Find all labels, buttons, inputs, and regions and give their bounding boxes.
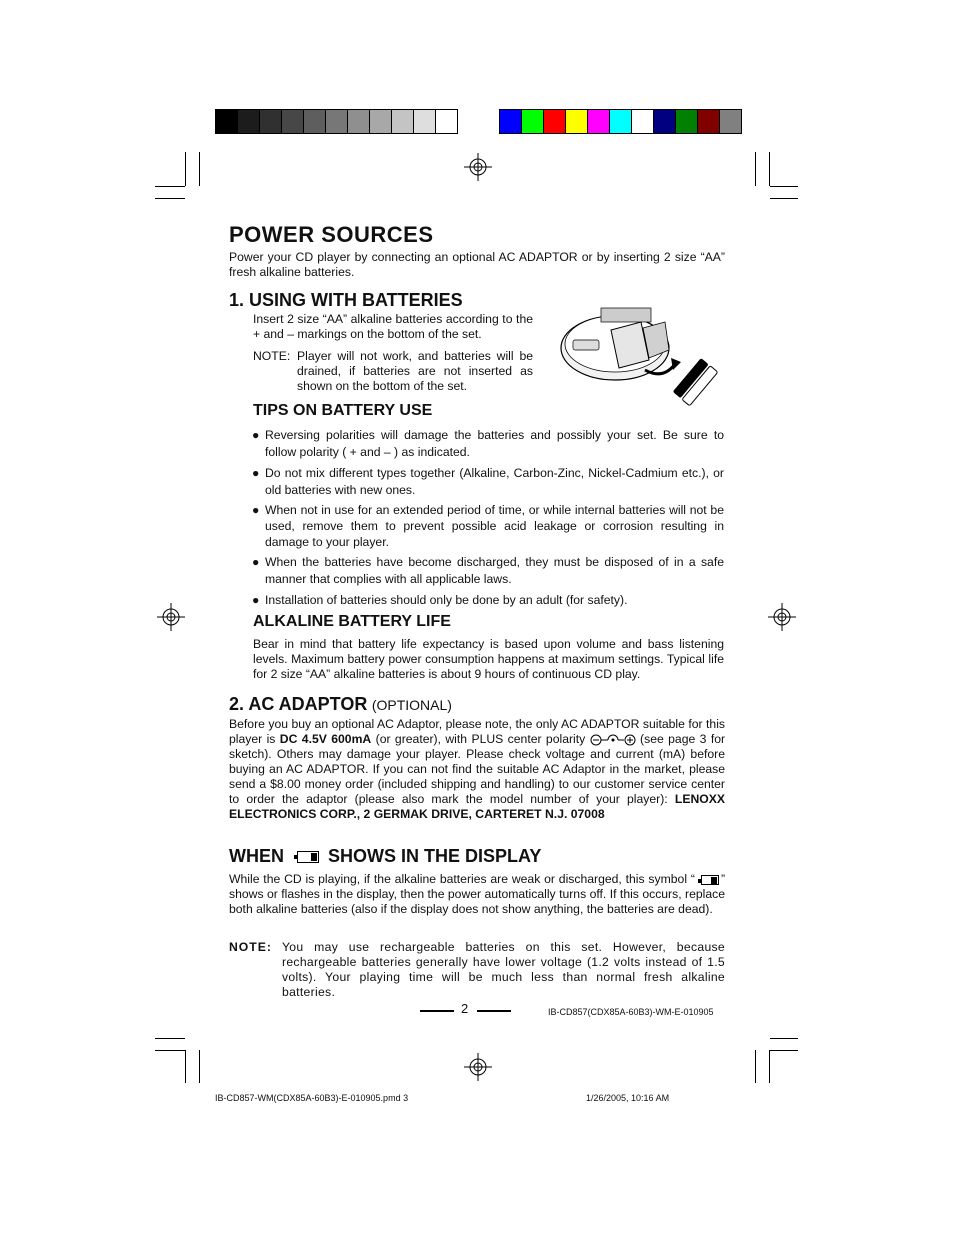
rechargeable-note-text: You may use rechargeable batteries on this set. However, because rechargeable batteries generally have lower voltage (1.2 volts instead of 1.5 volts). Your playing time will be much less than normal fresh alkaline batteries. bbox=[282, 940, 725, 999]
color-swatch bbox=[522, 110, 544, 133]
registration-mark-icon bbox=[464, 153, 492, 181]
registration-mark-icon bbox=[768, 603, 796, 631]
crop-mark bbox=[155, 198, 185, 199]
low-battery-icon bbox=[297, 851, 319, 863]
intro-text: Power your CD player by connecting an optional AC ADAPTOR or by inserting 2 size “AA” fresh alkaline batteries. bbox=[229, 250, 725, 279]
alkaline-text: Bear in mind that battery life expectancy is based upon volume and bass listening levels. Maximum battery power consumption happens at maximum settings. Typical life for 2 size “AA” alkaline batteries is about 9 hours of continuous CD play. bbox=[253, 637, 724, 681]
crop-mark bbox=[155, 1050, 185, 1051]
color-swatch bbox=[326, 110, 348, 133]
section-heading-ac-adaptor: 2. AC ADAPTOR (OPTIONAL) bbox=[229, 694, 452, 714]
color-swatch bbox=[436, 110, 457, 133]
tips-heading: TIPS ON BATTERY USE bbox=[253, 402, 433, 419]
color-swatch bbox=[392, 110, 414, 133]
color-swatch bbox=[238, 110, 260, 133]
crop-mark bbox=[155, 186, 185, 187]
crop-mark bbox=[770, 1038, 798, 1039]
page-number-rule bbox=[477, 1010, 511, 1012]
crop-mark bbox=[199, 1050, 200, 1083]
crop-mark bbox=[155, 1038, 185, 1039]
registration-mark-icon bbox=[464, 1053, 492, 1081]
color-swatch bbox=[370, 110, 392, 133]
crop-mark bbox=[770, 198, 798, 199]
alkaline-heading: ALKALINE BATTERY LIFE bbox=[253, 613, 451, 630]
note-text: Player will not work, and batteries will be drained, if batteries are not inserted as shown on the bottom of the set. bbox=[297, 349, 533, 393]
list-item: ● Installation of batteries should only be done by an adult (for safety). bbox=[252, 593, 628, 607]
page-title: POWER SOURCES bbox=[229, 222, 434, 247]
color-swatch bbox=[500, 110, 522, 133]
color-swatch bbox=[282, 110, 304, 133]
list-item: ● When not in use for an extended period of time, or while internal batteries will not be used, remove them to prevent possible acid leakage or corrosion resulting in damage to your player. bbox=[252, 503, 724, 549]
color-swatch bbox=[676, 110, 698, 133]
color-swatch bbox=[348, 110, 370, 133]
color-swatch bbox=[216, 110, 238, 133]
battery-insertion-illustration bbox=[553, 300, 725, 410]
list-item: ● Do not mix different types together (Alkaline, Carbon-Zinc, Nickel-Cadmium etc.), or old batteries with new ones. bbox=[252, 466, 724, 497]
insert-batteries-text: Insert 2 size “AA” alkaline batteries according to the + and – markings on the bottom of the set. bbox=[253, 312, 533, 341]
color-swatch bbox=[654, 110, 676, 133]
note-label: NOTE: bbox=[229, 940, 272, 954]
low-battery-icon bbox=[701, 875, 719, 885]
color-swatch bbox=[698, 110, 720, 133]
grayscale-bar bbox=[215, 109, 458, 134]
color-swatch bbox=[544, 110, 566, 133]
section-heading-batteries: 1. USING WITH BATTERIES bbox=[229, 290, 463, 310]
note-label: NOTE: bbox=[253, 349, 291, 363]
crop-mark bbox=[199, 152, 200, 186]
crop-mark bbox=[185, 152, 186, 186]
color-swatch bbox=[414, 110, 436, 133]
page-number: 2 bbox=[461, 1001, 469, 1016]
crop-mark bbox=[769, 1050, 770, 1083]
section-heading-low-battery: WHEN SHOWS IN THE DISPLAY bbox=[229, 846, 542, 866]
footer-filename: IB-CD857-WM(CDX85A-60B3)-E-010905.pmd 3 bbox=[215, 1093, 409, 1103]
crop-mark bbox=[755, 152, 756, 186]
ac-adaptor-text: Before you buy an optional AC Adaptor, please note, the only AC ADAPTOR suitable for this player is DC 4.5V 600mA (or greater), with PLUS center polarity (see page 3 for sketch). Others may damage your player. Please check voltage and current (mA) before buying an AC ADAPTOR. If you can not find the suitable AC Adaptor in the market, please send a $8.00 money order (included shipping and handling) to our customer service center to order the adaptor (please also mark the model number of your player): LENOXX ELECTRONICS CORP., 2 GERMAK DRIVE, CARTERET N.J. 07008 bbox=[229, 717, 726, 821]
list-item: ● When the batteries have become discharged, they must be disposed of in a safe manner that complies with all applicable laws. bbox=[252, 555, 724, 586]
color-swatch bbox=[588, 110, 610, 133]
crop-mark bbox=[770, 1050, 798, 1051]
color-swatch bbox=[632, 110, 654, 133]
color-swatch bbox=[260, 110, 282, 133]
crop-mark bbox=[185, 1050, 186, 1083]
low-battery-text: While the CD is playing, if the alkaline batteries are weak or discharged, this symbol “ ” shows or flashes in the display, then the power automatically turns off. If this occurs, replace both alkaline batteries (also if the display does not show anything, the batteries are dead). bbox=[229, 872, 725, 916]
color-swatch bbox=[610, 110, 632, 133]
crop-mark bbox=[755, 1050, 756, 1083]
crop-mark bbox=[769, 152, 770, 186]
registration-mark-icon bbox=[157, 603, 185, 631]
list-item: ● Reversing polarities will damage the batteries and possibly your set. Be sure to follow polarity ( + and – ) as indicated. bbox=[252, 428, 724, 459]
color-bar bbox=[499, 109, 742, 134]
crop-mark bbox=[770, 186, 798, 187]
polarity-icon bbox=[590, 734, 636, 746]
footer-date: 1/26/2005, 10:16 AM bbox=[586, 1093, 670, 1103]
document-code: IB-CD857(CDX85A-60B3)-WM-E-010905 bbox=[548, 1007, 714, 1017]
color-swatch bbox=[566, 110, 588, 133]
color-swatch bbox=[720, 110, 741, 133]
color-swatch bbox=[304, 110, 326, 133]
page-number-rule bbox=[420, 1010, 454, 1012]
